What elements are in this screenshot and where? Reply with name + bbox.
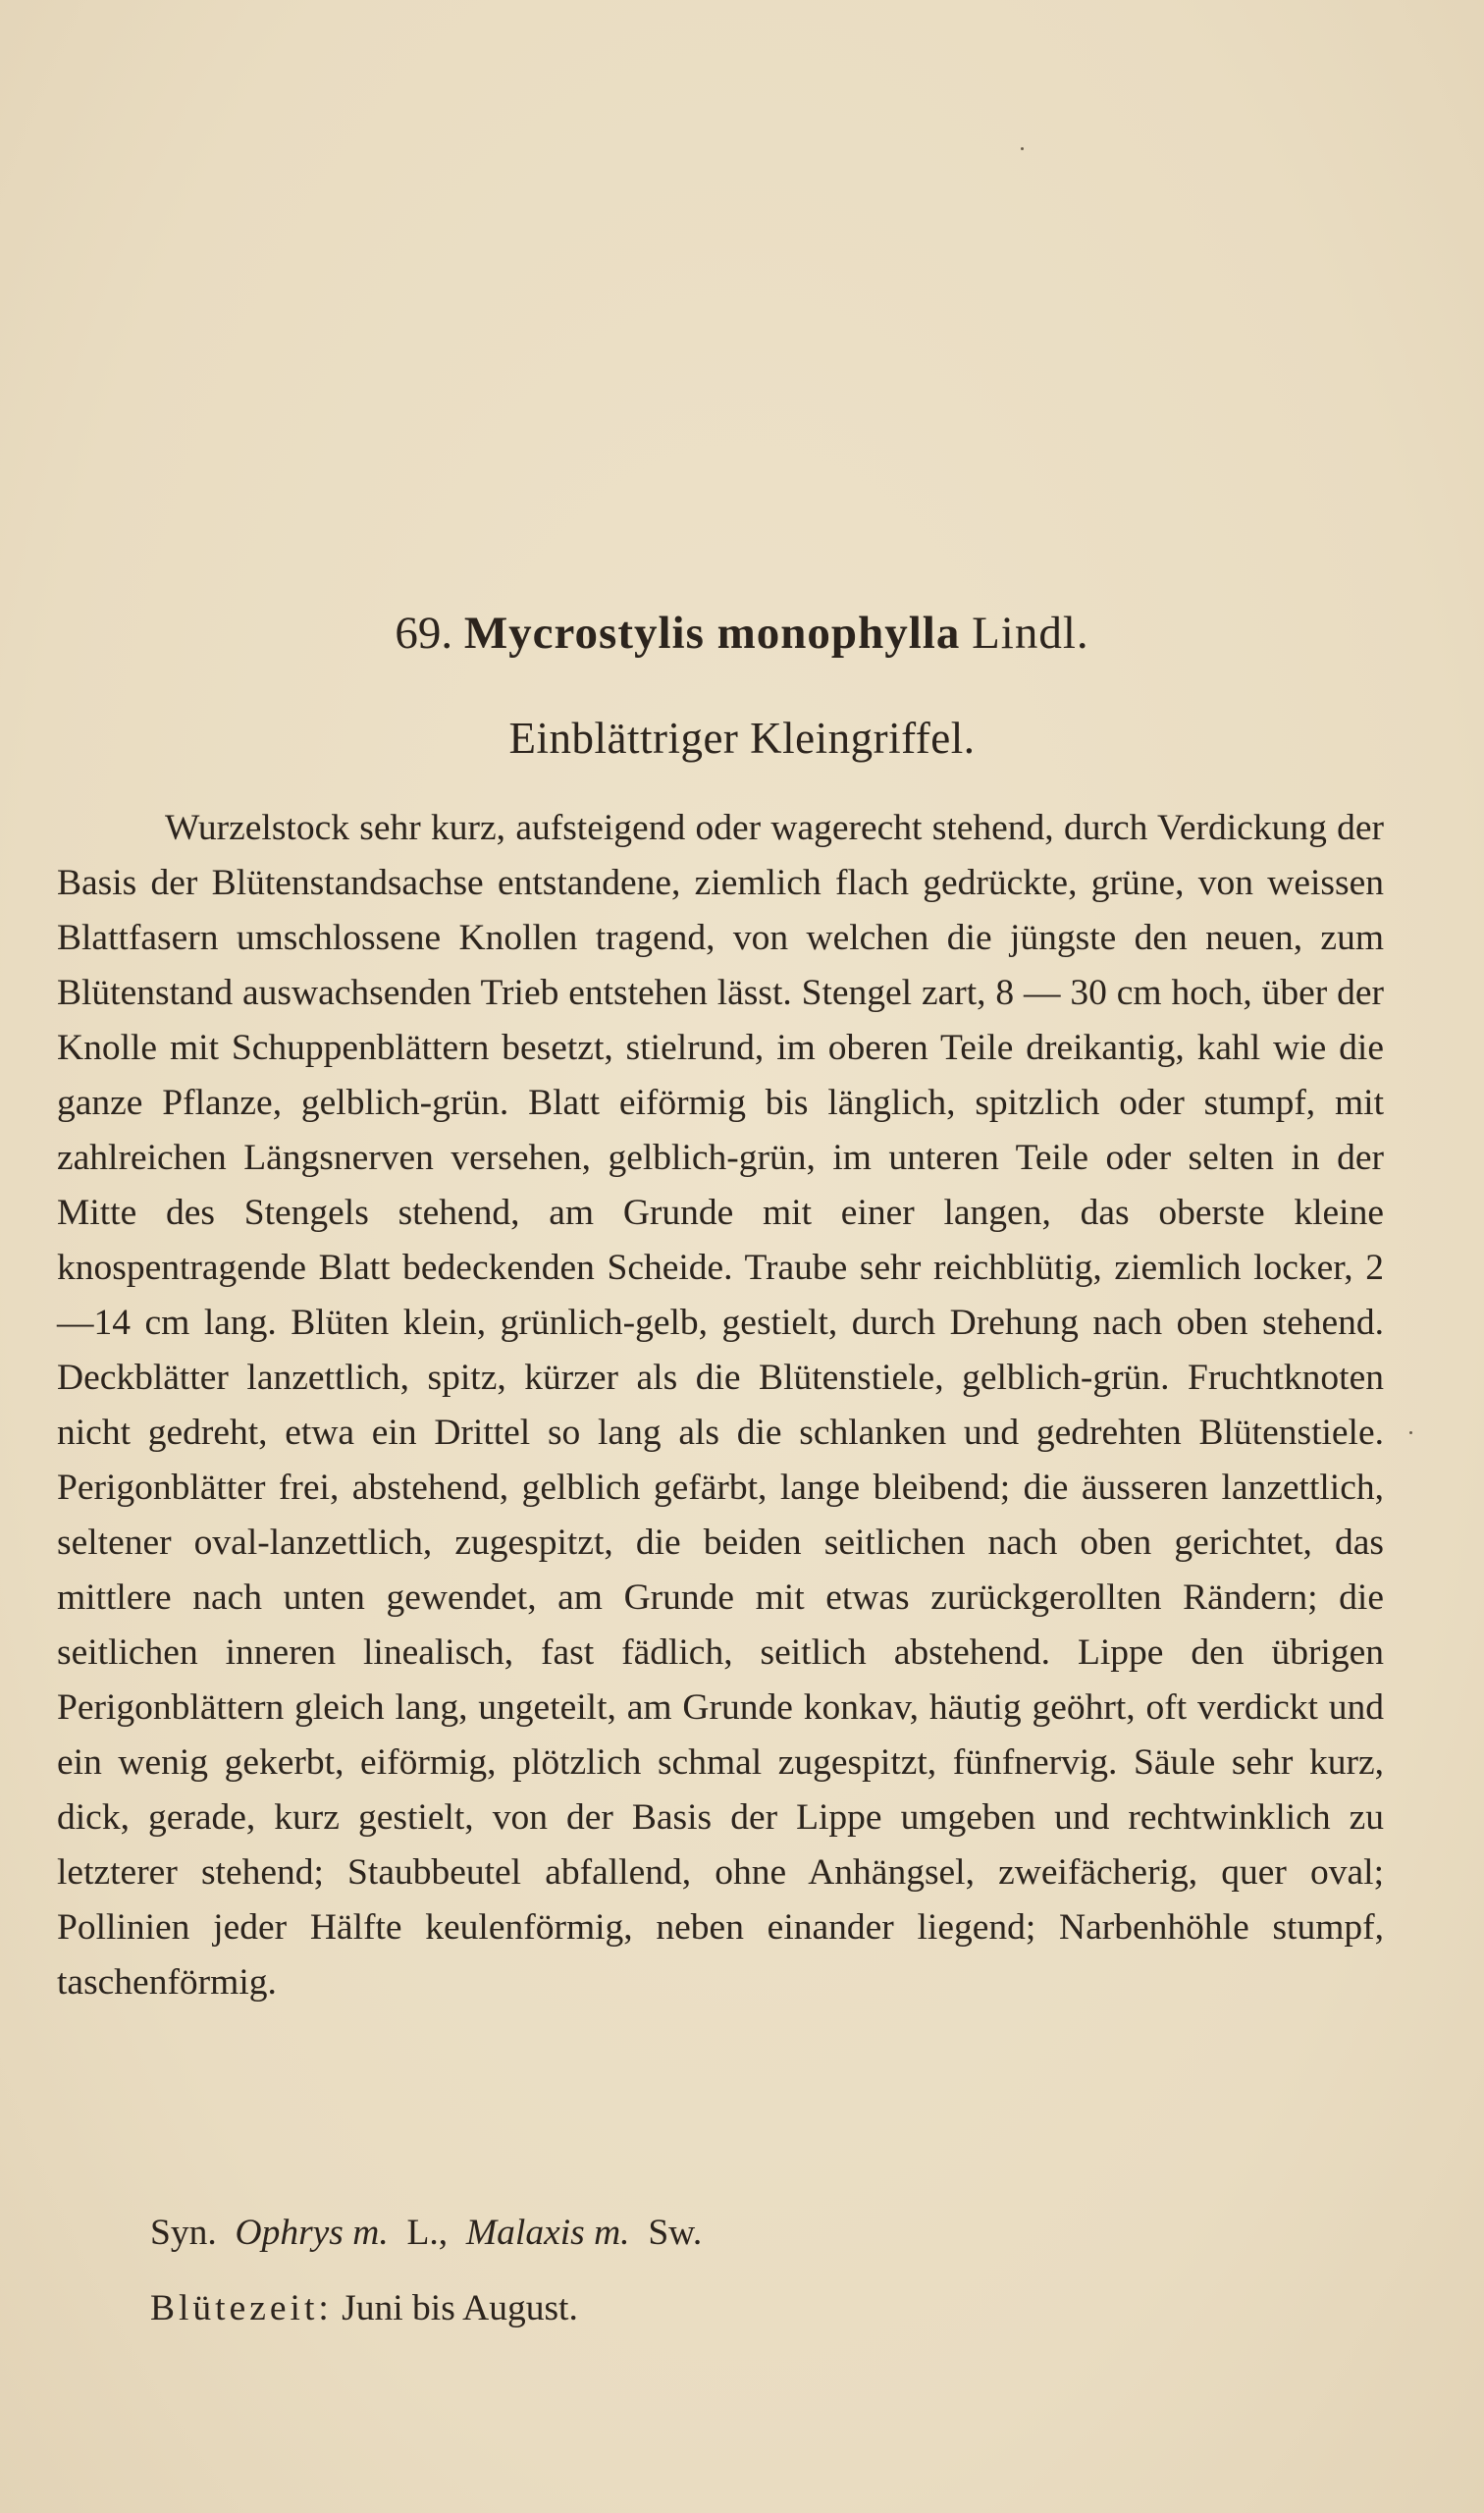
synonym-ophrys-author: L., — [406, 2213, 449, 2253]
synonym-malaxis-author: Sw. — [648, 2213, 703, 2253]
synonym-ophrys: Ophrys m. — [235, 2213, 389, 2253]
species-number: 69. — [395, 608, 453, 659]
paper-speck — [1409, 1431, 1412, 1434]
species-name: Mycrostylis monophylla — [463, 608, 961, 659]
paper-speck — [1021, 147, 1024, 150]
species-description: Wurzelstock sehr kurz, aufsteigend oder wagerecht stehend, durch Verdickung der Basis der Blütenstandsachse entstandene, ziemlich flach gedrückte, grüne, von weissen Blattfasern umschlossene Knollen tragend, von welchen die jüngste den neuen, zum Blütenstand auswachsenden Trieb entstehen lässt. Stengel zart, 8 — 30 cm hoch, über der Knolle mit Schuppenblättern besetzt, stielrund, im oberen Teile dreikantig, kahl wie die ganze Pflanze, gelblich-grün. Blatt eiförmig bis länglich, spitzlich oder stumpf, mit zahlreichen Längsnerven versehen, gelblich-grün, im unteren Teile oder selten in der Mitte des Stengels stehend, am Grunde mit einer langen, das oberste kleine knospentragende Blatt bedeckenden Scheide. Traube sehr reichblütig, ziemlich locker, 2—14 cm lang. Blüten klein, grünlich-gelb, gestielt, durch Drehung nach oben stehend. Deckblätter lanzettlich, spitz, kürzer als die Blütenstiele, gelblich-grün. Fruchtknoten nicht gedreht, etwa ein Drittel so lang als die schlanken und gedrehten Blütenstiele. Perigonblätter frei, abstehend, gelblich gefärbt, lange bleibend; die äusseren lanzettlich, seltener oval-lanzettlich, zugespitzt, die beiden seitlichen nach oben gerichtet, das mittlere nach unten gewendet, am Grunde mit etwas zurückgerollten Rändern; die seitlichen inneren linealisch, fast fädlich, seitlich abstehend. Lippe den übrigen Perigonblättern gleich lang, ungeteilt, am Grunde konkav, häutig geöhrt, oft verdickt und ein wenig gekerbt, eiförmig, plötzlich schmal zugespitzt, fünfnervig. Säule sehr kurz, dick, gerade, kurz gestielt, von der Basis der Lippe umgeben und rechtwinklich zu letzterer stehend; Staubbeutel abfallend, ohne Anhängsel, zweifächerig, quer oval; Pollinien jeder Hälfte keulenförmig, neben einander liegend; Narbenhöhle stumpf, taschenförmig. — [57, 808, 1384, 2003]
flowering-time-line — [150, 2281, 578, 2336]
common-name: Einblättriger Kleingriffel. — [508, 714, 976, 763]
flowering-time-value: Juni bis August. — [342, 2288, 578, 2328]
species-heading — [0, 604, 1484, 663]
species-author: Lindl. — [972, 608, 1089, 659]
flowering-time-label: Blütezeit: — [150, 2288, 333, 2328]
synonym-malaxis: Malaxis m. — [465, 2213, 630, 2253]
synonyms-line — [150, 2206, 702, 2261]
synonyms-label: Syn. — [150, 2213, 217, 2253]
